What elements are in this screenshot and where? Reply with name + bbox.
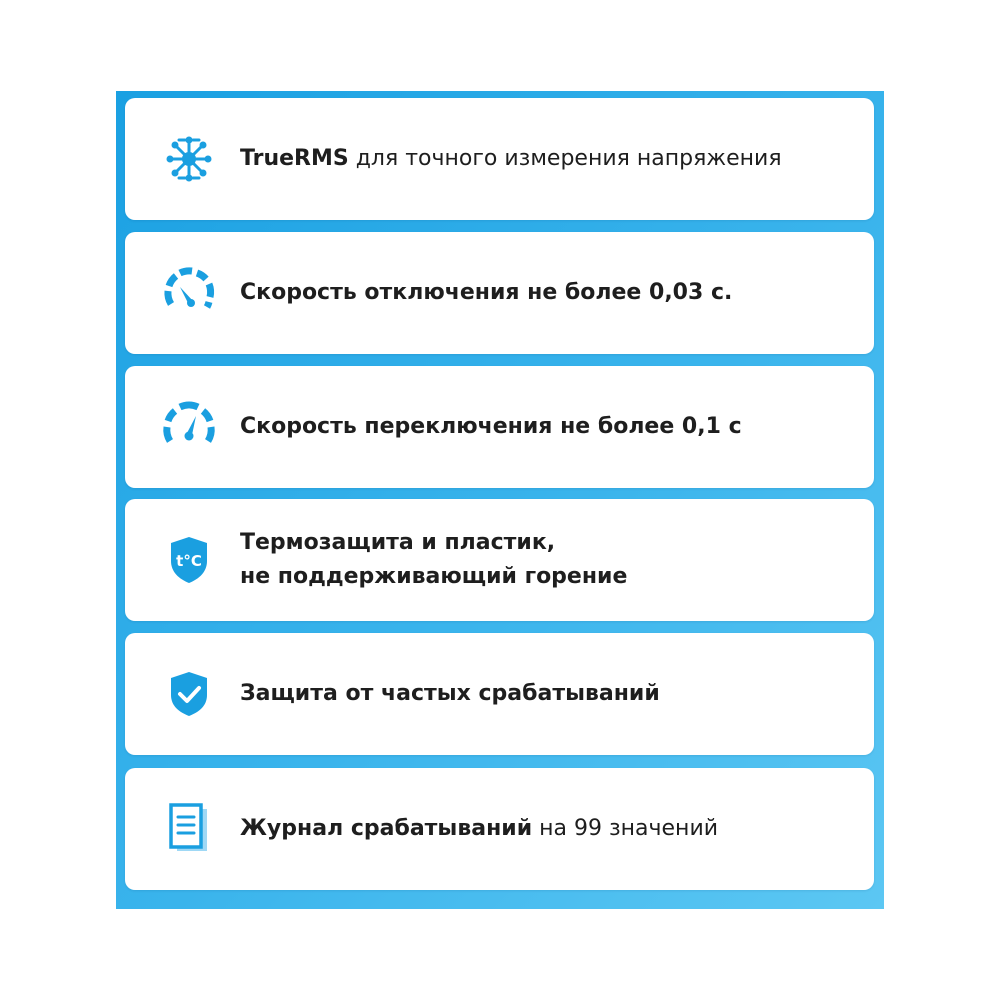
feature-bold: Скорость отключения не более 0,03 с. — [240, 280, 733, 305]
feature-card-disconnect-speed — [125, 232, 874, 354]
feature-regular: на 99 значений — [532, 816, 719, 841]
feature-line-1: Термозащита и пластик, — [240, 530, 556, 555]
thermo-shield-icon — [161, 532, 217, 588]
feature-text — [240, 276, 732, 310]
feature-bold: Скорость переключения не более 0,1 с — [240, 414, 742, 439]
features-panel — [116, 91, 884, 909]
feature-bold: Журнал срабатываний — [240, 816, 533, 841]
speedometer-fast-icon — [161, 265, 217, 321]
speedometer-icon — [161, 399, 217, 455]
feature-regular: для точного измерения напряжения — [348, 146, 782, 171]
feature-card-switch-speed — [125, 366, 874, 488]
feature-bold: Защита от частых срабатываний — [240, 681, 660, 706]
feature-text — [240, 677, 660, 711]
feature-card-frequent-trip-protection — [125, 633, 874, 755]
feature-text — [240, 410, 742, 444]
feature-text — [240, 142, 782, 176]
shield-check-icon — [161, 666, 217, 722]
network-nodes-icon — [161, 131, 217, 187]
feature-card-truerms — [125, 98, 874, 220]
feature-text — [240, 526, 627, 594]
feature-line-2: не поддерживающий горение — [240, 564, 628, 589]
feature-text — [240, 812, 718, 846]
feature-card-thermal-protection — [125, 499, 874, 621]
feature-card-trip-journal — [125, 768, 874, 890]
feature-bold: TrueRMS — [240, 146, 349, 171]
journal-document-icon — [161, 801, 217, 857]
thermo-label: t°C — [176, 552, 202, 570]
